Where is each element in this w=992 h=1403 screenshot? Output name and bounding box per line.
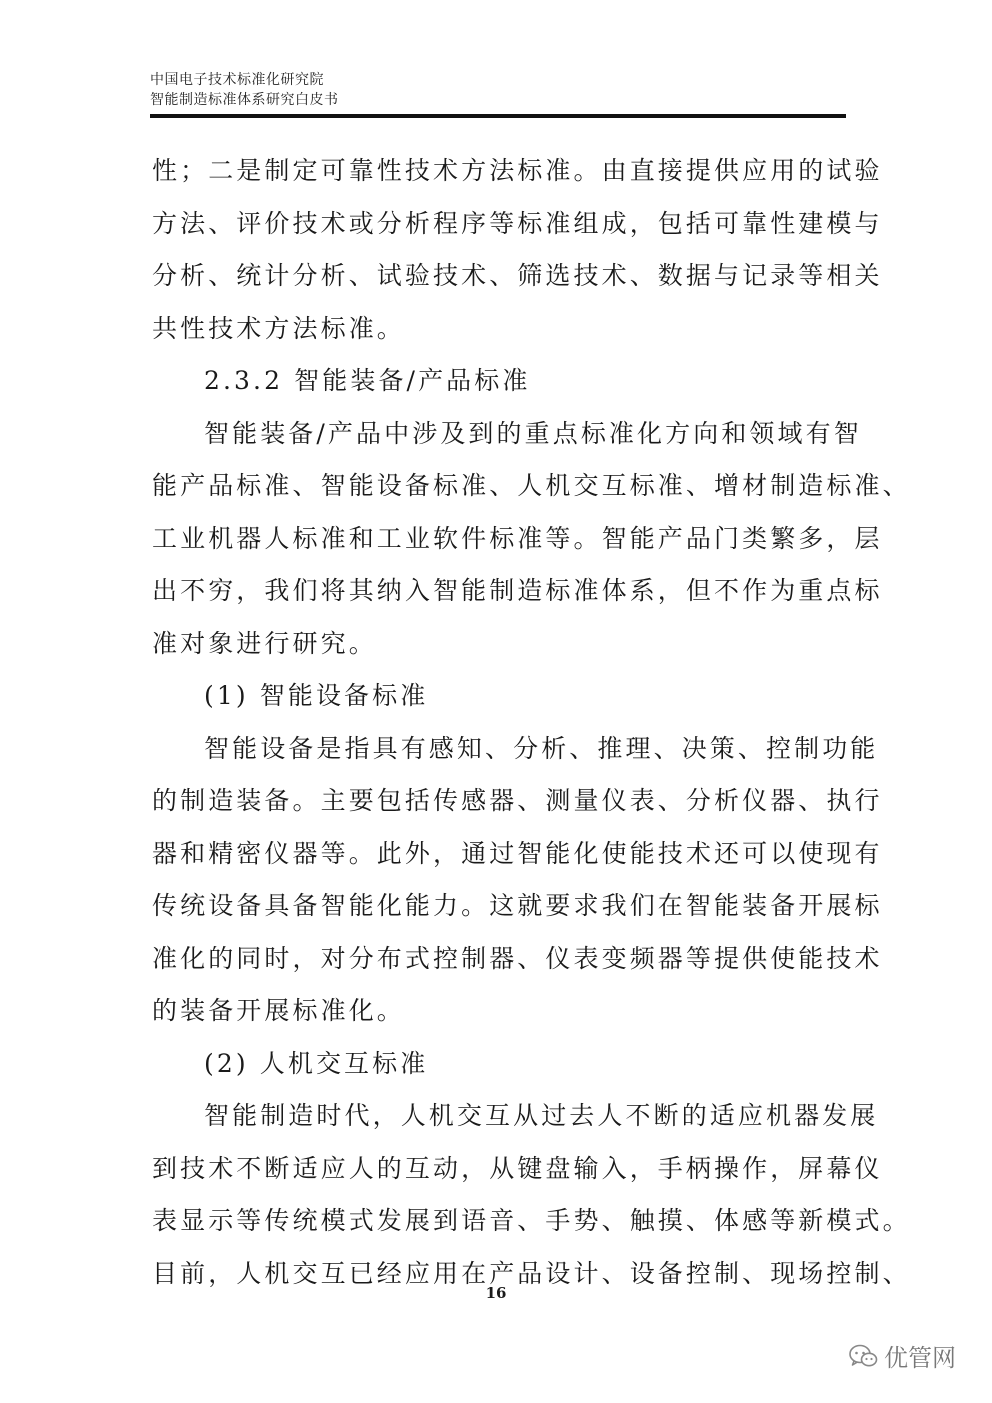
watermark — [848, 1338, 956, 1373]
body-line: 分析、统计分析、试验技术、筛选技术、数据与记录等相关 — [152, 261, 883, 290]
document-body — [152, 145, 911, 1300]
wechat-icon — [848, 1343, 878, 1369]
body-line: 出不穷，我们将其纳入智能制造标准体系，但不作为重点标 — [152, 576, 883, 605]
header-document-title: 智能制造标准体系研究白皮书 — [150, 92, 339, 108]
body-line: 方法、评价技术或分析程序等标准组成，包括可靠性建模与 — [152, 208, 883, 238]
body-line: 能产品标准、智能设备标准、人机交互标准、增材制造标准、 — [152, 471, 911, 500]
body-line: 传统设备具备智能化能力。这就要求我们在智能装备开展标 — [152, 891, 883, 920]
body-line: 准对象进行研究。 — [152, 628, 377, 658]
body-line: 器和精密仪器等。此外，通过智能化使能技术还可以使现有 — [152, 838, 883, 868]
header-organization: 中国电子技术标准化研究院 — [150, 72, 324, 88]
body-line: 准化的同时，对分布式控制器、仪表变频器等提供使能技术 — [152, 943, 883, 973]
subsection-heading: (2) 人机交互标准 — [204, 1048, 429, 1078]
header-divider — [150, 114, 846, 118]
section-heading: 2.3.2 智能装备/产品标准 — [204, 366, 531, 395]
body-line: 表显示等传统模式发展到语音、手势、触摸、体感等新模式。 — [152, 1206, 911, 1235]
body-line: 的制造装备。主要包括传感器、测量仪表、分析仪器、执行 — [152, 786, 883, 815]
body-line: 智能设备是指具有感知、分析、推理、决策、控制功能 — [204, 733, 879, 763]
body-line: 的装备开展标准化。 — [152, 996, 405, 1025]
body-line: 到技术不断适应人的互动，从键盘输入，手柄操作，屏幕仪 — [152, 1153, 883, 1183]
body-line: 性；二是制定可靠性技术方法标准。由直接提供应用的试验 — [152, 156, 883, 185]
page-header — [150, 70, 846, 110]
body-line: 智能装备/产品中涉及到的重点标准化方向和领域有智 — [204, 418, 862, 448]
body-line: 智能制造时代，人机交互从过去人不断的适应机器发展 — [204, 1101, 879, 1130]
watermark-text: 优管网 — [884, 1344, 956, 1372]
page-number: 16 — [485, 1284, 507, 1302]
body-line: 共性技术方法标准。 — [152, 313, 405, 343]
body-line: 工业机器人标准和工业软件标准等。智能产品门类繁多，层 — [152, 523, 883, 553]
body-line: 目前，人机交互已经应用在产品设计、设备控制、现场控制、 — [152, 1258, 911, 1288]
subsection-heading: (1) 智能设备标准 — [204, 681, 429, 710]
